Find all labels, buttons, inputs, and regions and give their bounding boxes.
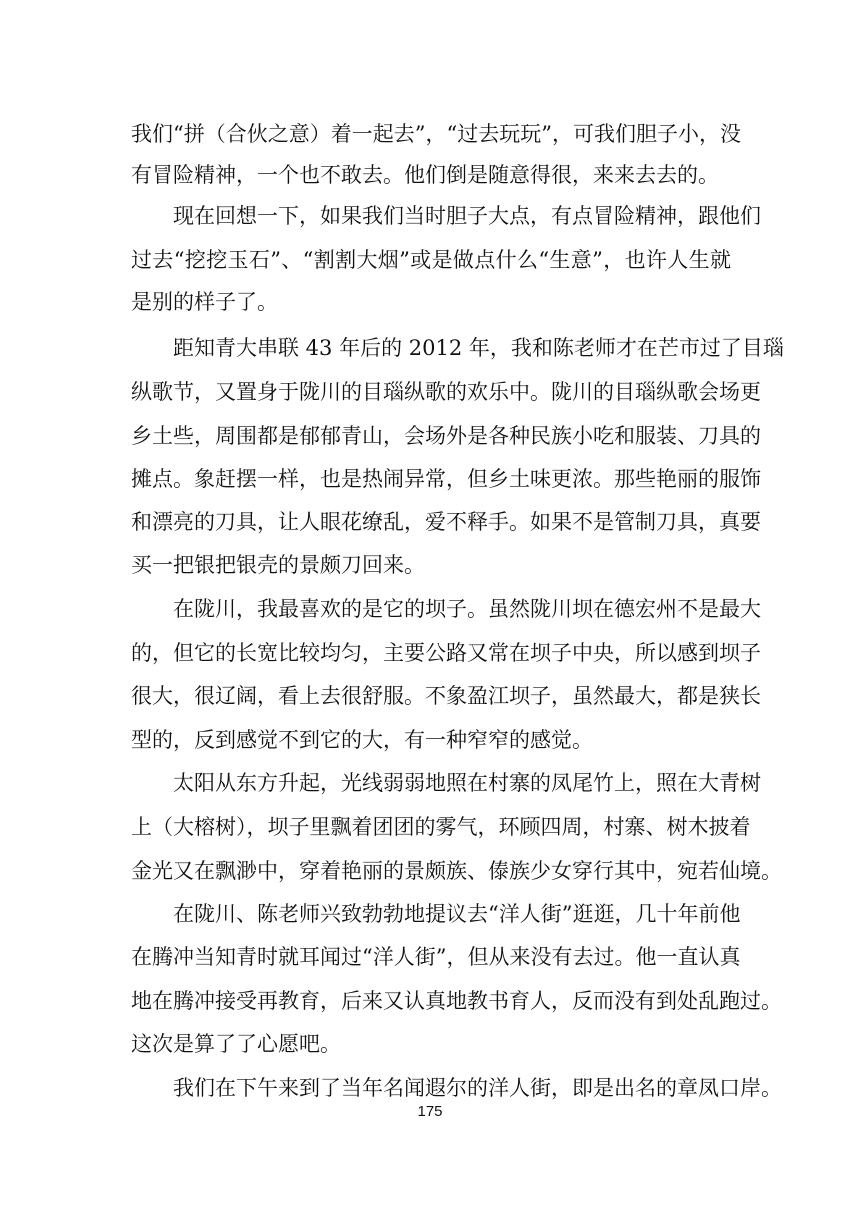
text-line: 乡土些，周围都是郁郁青山，会场外是各种民族小吃和服装、刀具的 [131, 424, 761, 448]
text-line: 我们“拼（合伙之意）着一起去”，“过去玩玩”，可我们胆子小，没 [131, 122, 741, 146]
text-line: 金光又在飘渺中，穿着艳丽的景颇族、傣族少女穿行其中，宛若仙境。 [131, 859, 782, 883]
page-number: 175 [417, 1103, 443, 1120]
text-line: 是别的样子了。 [131, 290, 278, 314]
text-line: 在陇川、陈老师兴致勃勃地提议去“洋人街”逛逛，几十年前他 [173, 902, 741, 926]
text-line: 我们在下午来到了当年名闻遐尔的洋人街，即是出名的章凤口岸。 [173, 1076, 782, 1100]
text-line: 上（大榕树），坝子里飘着团团的雾气，环顾四周，村寨、树木披着 [131, 815, 751, 839]
text-line: 摊点。象赶摆一样，也是热闹异常，但乡土味更浓。那些艳丽的服饰 [131, 467, 761, 491]
text-line: 有冒险精神，一个也不敢去。他们倒是随意得很，来来去去的。 [131, 163, 719, 187]
text-line: 这次是算了了心愿吧。 [131, 1032, 341, 1056]
text-line: 买一把银把银壳的景颇刀回来。 [131, 553, 425, 577]
text-line: 现在回想一下，如果我们当时胆子大点，有点冒险精神，跟他们 [173, 204, 761, 228]
text-line: 很大，很辽阔，看上去很舒服。不象盈江坝子，虽然最大，都是狭长 [131, 684, 761, 708]
text-line: 在陇川，我最喜欢的是它的坝子。虽然陇川坝在德宏州不是最大 [173, 597, 761, 621]
text-line: 和漂亮的刀具，让人眼花缭乱，爱不释手。如果不是管制刀具，真要 [131, 510, 761, 534]
text-line: 纵歌节，又置身于陇川的目瑙纵歌的欢乐中。陇川的目瑙纵歌会场更 [131, 380, 761, 404]
text-line: 的，但它的长宽比较均匀，主要公路又常在坝子中央，所以感到坝子 [131, 641, 761, 665]
text-line: 过去“挖挖玉石”、“割割大烟”或是做点什么“生意”，也许人生就 [131, 248, 731, 272]
text-line: 距知青大串联 43 年后的 2012 年，我和陈老师才在芒市过了目瑙 [173, 336, 784, 360]
text-line: 在腾冲当知青时就耳闻过“洋人街”，但从来没有去过。他一直认真 [131, 945, 741, 969]
text-line: 型的，反到感觉不到它的大，有一种窄窄的感觉。 [131, 728, 593, 752]
text-line: 地在腾冲接受再教育，后来又认真地教书育人，反而没有到处乱跑过。 [131, 989, 782, 1013]
text-line: 太阳从东方升起，光线弱弱地照在村寨的凤尾竹上，照在大青树 [173, 771, 761, 795]
